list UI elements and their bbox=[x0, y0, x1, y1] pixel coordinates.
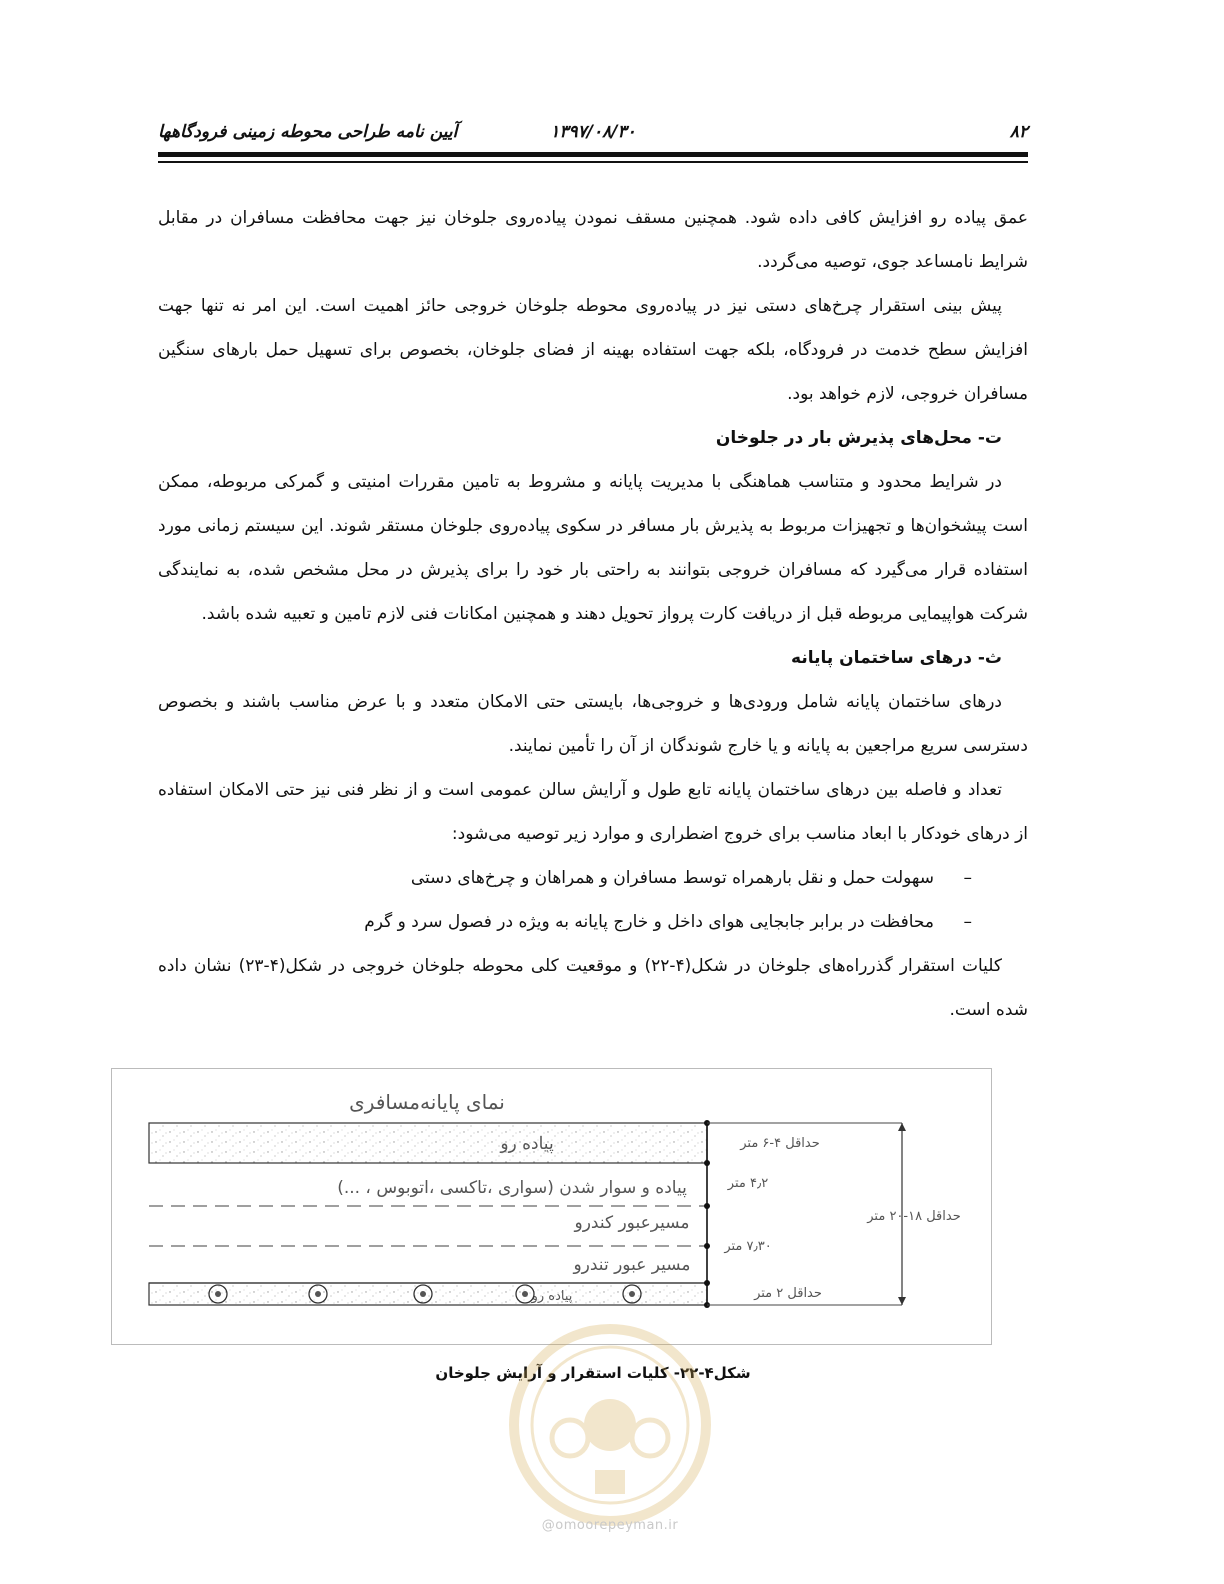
watermark-seal-icon bbox=[505, 1320, 715, 1530]
page-header bbox=[158, 118, 1028, 148]
bullet-dash: – bbox=[963, 868, 972, 888]
top-sidewalk bbox=[149, 1123, 707, 1163]
section-heading-se: ث- درهای ساختمان پایانه bbox=[791, 648, 1002, 668]
dim-boarding-label: ۴٫۲ متر bbox=[727, 1176, 769, 1191]
list-item bbox=[158, 856, 972, 900]
watermark-site: @omoorepeyman.ir bbox=[541, 1518, 679, 1533]
boarding-lane-label: پیاده و سوار شدن (سواری ،تاکسی ،اتوبوس ، ...) bbox=[337, 1178, 687, 1198]
bullet-text: سهولت حمل و نقل بارهمراه توسط مسافران و همراهان و چرخ‌های دستی bbox=[410, 868, 934, 888]
paragraph-5: تعداد و فاصله بین درهای ساختمان پایانه تابع طول و آرایش سالن عمومی است و از نظر فنی نیز حتی الامکان استفاده از درهای خودکار با ابعاد مناسب برای خروج اضطراری و موارد زیر توصیه می‌شود: bbox=[158, 780, 1028, 844]
header-title: آیین نامه طراحی محوطه زمینی فرودگاهها bbox=[158, 122, 458, 142]
diagram-svg bbox=[112, 1069, 993, 1346]
dim-lanes-label: ۷٫۳۰ متر bbox=[724, 1239, 772, 1254]
list-item bbox=[158, 900, 972, 944]
page-number: ۸۲ bbox=[1009, 122, 1028, 142]
paragraph-3: در شرایط محدود و متناسب هماهنگی با مدیریت پایانه و مشروط به تامین مقررات امنیتی و گمرکی مربوطه، ممکن است پیشخوان‌ها و تجهیزات مربوط به پذیرش بار مسافر در سکوی پیاده‌روی جلوخان مستقر شوند. این سیستم زمانی مورد استفاده قرار می‌گیرد که مسافران خروجی بتوانند به راحتی بار خود را برای پذیرش در محل مشخص شده، به نمایندگی شرکت هواپیمایی مربوطه قبل از دریافت کارت پرواز تحویل دهند و همچنین امکانات فنی لازم تامین و تعبیه شده باشد. bbox=[158, 472, 1028, 624]
paragraph-4: درهای ساختمان پایانه شامل ورودی‌ها و خروجی‌ها، بایستی حتی الامکان متعدد و با عرض مناسب باشند و بخصوص دسترسی سریع مراجعین به پایانه و یا خارج شوندگان از آن را تأمین نمایند. bbox=[158, 692, 1028, 756]
bullet-list bbox=[158, 856, 1028, 944]
diagram-title: نمای پایانه‌مسافری bbox=[349, 1090, 505, 1114]
frontage-diagram bbox=[111, 1068, 992, 1345]
dim-top-label: حداقل ۴-۶ متر bbox=[740, 1136, 820, 1151]
bullet-dash: – bbox=[963, 912, 972, 932]
header-date: ۱۳۹۷/۰۸/۳۰ bbox=[550, 122, 636, 142]
dim-total-label: حداقل ۱۸-۲۰ متر bbox=[867, 1209, 961, 1224]
paragraph-1: عمق پیاده رو افزایش کافی داده شود. همچنین مسقف نمودن پیاده‌روی جلوخان نیز جهت محافظت مسافران در مقابل شرایط نامساعد جوی، توصیه می‌گردد. bbox=[158, 208, 1028, 272]
slow-lane-label: مسیرعبور کندرو bbox=[574, 1213, 690, 1233]
fast-lane-label: مسیر عبور تندرو bbox=[573, 1255, 691, 1275]
paragraph-2: پیش بینی استقرار چرخ‌های دستی نیز در پیاده‌روی محوطه جلوخان خروجی حائز اهمیت است. این امر نه تنها جهت افزایش سطح خدمت در فرودگاه، بلکه جهت استفاده بهینه از فضای جلوخان، بخصوص برای تسهیل حمل بارهای سنگین مسافران خروجی، لازم خواهد بود. bbox=[158, 296, 1028, 404]
dim-bottom-label: حداقل ۲ متر bbox=[754, 1286, 822, 1301]
header-rule-thin bbox=[158, 161, 1028, 163]
section-heading-ta: ت- محل‌های پذیرش بار در جلوخان bbox=[715, 428, 1002, 448]
paragraph-6: کلیات استقرار گذرراه‌های جلوخان در شکل(۴-۲۲) و موقعیت کلی محوطه جلوخان خروجی در شکل(۴-۲۳) نشان داده شده است. bbox=[158, 956, 1028, 1020]
bullet-text: محافظت در برابر جابجایی هوای داخل و خارج پایانه به ویژه در فصول سرد و گرم bbox=[364, 912, 934, 932]
body-text bbox=[158, 196, 1028, 1032]
top-sidewalk-label: پیاده رو bbox=[500, 1134, 554, 1154]
header-rule-thick bbox=[158, 152, 1028, 157]
bottom-sidewalk-label: پیاده رو bbox=[531, 1289, 573, 1304]
figure-caption: شکل۴-۲۲- کلیات استقرار و آرایش جلوخان bbox=[435, 1364, 751, 1382]
